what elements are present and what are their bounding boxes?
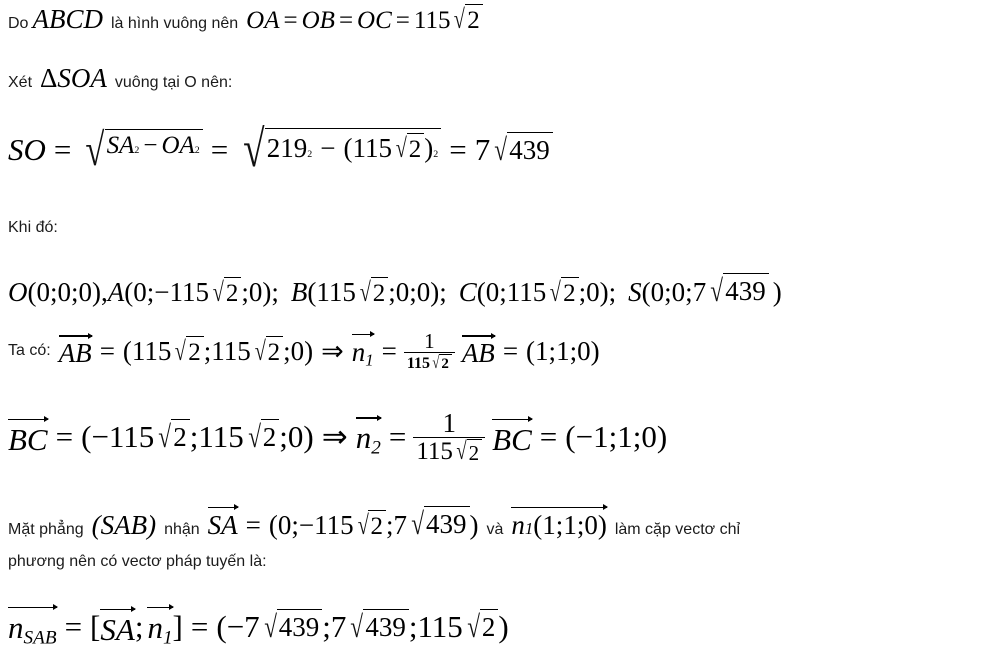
semi-19: ;: [279, 419, 288, 455]
ab-y-115: 115: [211, 335, 251, 366]
radical-icon: √: [395, 133, 407, 163]
semi-26: ;: [134, 609, 144, 645]
paren-close-n1c: ): [597, 510, 607, 540]
label-abcd: ABCD: [32, 4, 103, 34]
text-la-hinh-vuong-nen: là hình vuông nên: [110, 15, 239, 32]
semi-24: ;: [555, 510, 564, 540]
line-1: [8, 4, 483, 35]
radical-icon: √: [467, 609, 480, 645]
minus-n2: −: [575, 419, 594, 455]
paren-open-a: (: [124, 277, 134, 307]
den-115: 115: [406, 355, 430, 373]
op-minus-1: −: [143, 132, 158, 160]
label-soa: SOA: [57, 63, 107, 93]
sqrt-2-i: [154, 419, 190, 455]
line-6: [8, 330, 600, 373]
op-eq-8: =: [381, 335, 397, 366]
o-y: 0: [57, 277, 72, 307]
vector-n1-coords-label: n: [511, 510, 525, 540]
sqrt-2-h-body: 2: [439, 354, 452, 373]
frac-denominator: [404, 352, 455, 373]
vector-sa-label: SA: [207, 510, 238, 540]
line-5: [8, 273, 782, 309]
text-va: và: [486, 521, 504, 538]
op-eq-11: =: [388, 419, 407, 455]
sqrt-2-h: [430, 354, 452, 373]
paren-open-n1: (: [526, 335, 536, 366]
n2-y: 1: [617, 419, 633, 455]
semi-8: ;: [439, 277, 447, 307]
sqrt-2-c-body: 2: [224, 277, 242, 308]
bracket-close: ]: [172, 609, 183, 645]
point-b-label: B: [290, 277, 308, 307]
a-x: 0: [133, 277, 147, 307]
text-phuong-nen: phương nên có vectơ pháp tuyến là:: [8, 553, 267, 570]
semi-17: ;: [569, 335, 578, 366]
sup-2-d: 2: [433, 149, 439, 160]
vector-nsab-label: n: [8, 610, 24, 645]
vector-ab-label: AB: [58, 338, 92, 369]
sqrt-439-body: 439: [507, 132, 553, 168]
paren-close-c: ): [599, 277, 609, 307]
vector-n1-3-label: n: [147, 610, 163, 645]
semi-28: ;: [408, 609, 418, 645]
line-8: [8, 505, 740, 542]
text-khi-do: Khi đó:: [8, 219, 58, 236]
n1-x: 1: [535, 335, 549, 366]
vector-bc-label: BC: [8, 421, 48, 457]
paren-close-nsab: ): [498, 609, 509, 645]
n1-y: 1: [556, 335, 570, 366]
n2-x: 1: [593, 419, 609, 455]
sqrt-439-b: [706, 273, 769, 309]
sqrt-439-c-body: 439: [424, 506, 470, 542]
radical-icon: √: [456, 438, 467, 466]
sqrt-2-m-body: 2: [480, 609, 499, 645]
sqrt-439-e-body: 439: [363, 609, 409, 645]
paren-close-bc: ): [303, 419, 314, 455]
sqrt-2-c: [209, 277, 241, 308]
sqrt-2-l-body: 2: [368, 510, 386, 541]
op-eq-3: =: [395, 7, 410, 34]
radical-icon: √: [550, 277, 562, 307]
paren-open-bc: (: [81, 419, 92, 455]
semi-14: ;: [203, 335, 212, 366]
den-115-b: 115: [416, 438, 453, 466]
semi-4: ;: [241, 277, 249, 307]
semi-27: ;: [322, 609, 331, 645]
text-ta-co: Ta có:: [8, 342, 51, 360]
sqrt-2-m: [463, 609, 499, 645]
sa-z-7: 7: [393, 510, 407, 540]
op-eq-9: =: [502, 335, 519, 366]
text-nhan: nhận: [164, 521, 200, 538]
vector-n2-sub: 2: [371, 437, 381, 459]
ab-x-115: 115: [131, 335, 172, 366]
radical-icon: √: [710, 273, 724, 308]
sqrt-439-d: [260, 609, 323, 645]
eq-ob: OB: [301, 7, 335, 34]
radical-icon: √: [254, 335, 266, 366]
line-7: [8, 409, 667, 466]
b-y: 0: [395, 277, 410, 307]
sup-2-a: 2: [134, 145, 140, 157]
sqrt-2-g-body: 2: [266, 336, 284, 367]
paren-close-a: ): [262, 277, 272, 307]
op-implies-2: ⇒: [321, 419, 348, 455]
sqrt-2-f-body: 2: [186, 336, 204, 367]
op-eq-1: =: [283, 7, 298, 34]
sqrt-2-k: [453, 439, 482, 465]
minus-sa: −: [298, 510, 315, 540]
semi-21: ;: [632, 419, 642, 455]
sqrt-2-d: [356, 277, 388, 308]
vector-ab-2-label: AB: [461, 338, 495, 369]
sqrt-2-j: [244, 419, 280, 455]
point-o-label: O: [8, 277, 28, 307]
point-s-label: S: [628, 277, 642, 307]
sqrt-439: [490, 132, 553, 168]
semi-5: ;: [271, 277, 279, 307]
sa-x: 0: [277, 510, 292, 540]
text-do: Do: [8, 15, 29, 32]
sqrt-2-e-body: 2: [561, 277, 579, 308]
sqrt-sa2-oa2: [79, 124, 202, 176]
sqrt-2-b-body: 2: [407, 133, 425, 164]
semi-18: ;: [189, 419, 199, 455]
vector-bc-2-label: BC: [492, 421, 532, 457]
number-115-b: 115: [352, 133, 392, 163]
radical-icon: √: [263, 609, 277, 645]
sup-2-b: 2: [194, 145, 200, 157]
vector-nsab-sub: SAB: [23, 627, 57, 649]
radical-icon: √: [432, 353, 440, 373]
paren-open-1: (: [343, 133, 353, 163]
semi-12: ;: [664, 277, 672, 307]
sup-2-c: 2: [307, 149, 313, 160]
o-z: 0: [78, 277, 93, 307]
line-9: [8, 553, 267, 571]
vector-n1-coords: [511, 505, 606, 541]
sqrt-2-e: [546, 277, 578, 308]
delta-symbol: Δ: [40, 63, 58, 93]
number-219: 219: [266, 133, 308, 163]
radical-icon: √: [411, 506, 425, 541]
sqrt-219-115-body: [265, 128, 441, 172]
paren-close-sa: ): [469, 510, 479, 540]
radical-icon: √: [359, 277, 371, 307]
radical-icon: √: [243, 121, 265, 178]
n1c-z: 0: [584, 510, 598, 540]
semi-13: ;: [685, 277, 693, 307]
n1c-x: 1: [542, 510, 556, 540]
sqrt-2-body: 2: [465, 4, 483, 35]
paren-open-sa: (: [268, 510, 278, 540]
radical-icon: √: [350, 609, 364, 645]
bracket-open: [: [90, 609, 101, 645]
b-x-115: 115: [316, 277, 356, 307]
paren-open-o: (: [27, 277, 37, 307]
op-eq-10: =: [55, 419, 74, 455]
n1-z: 0: [577, 335, 591, 366]
text-mat-phang: Mặt phẳng: [8, 521, 84, 538]
o-x: 0: [36, 277, 50, 307]
vector-sa-2-label: SA: [100, 611, 135, 647]
comma-1: ,: [101, 277, 108, 307]
sqrt-439-e: [346, 609, 409, 645]
sqrt-2-g: [251, 336, 283, 367]
fraction-1-over-115sqrt2: [404, 330, 455, 373]
vector-ab: [59, 333, 92, 369]
frac-denominator-2: [413, 437, 485, 465]
minus-nsab: −: [226, 609, 245, 645]
eq-oa: OA: [246, 7, 280, 34]
paren-open-s: (: [641, 277, 651, 307]
paren-open-c: (: [476, 277, 486, 307]
eq-sa: SA: [106, 132, 135, 160]
vector-sa: [208, 505, 238, 541]
sqrt-2-d-body: 2: [371, 277, 389, 308]
sqrt-2-k-body: 2: [467, 439, 483, 465]
op-eq-7: =: [99, 335, 115, 366]
paren-open-b: (: [307, 277, 317, 307]
paren-close-n2: ): [656, 419, 668, 455]
text-xet: Xét: [8, 74, 33, 91]
op-eq-4: =: [53, 132, 72, 168]
sqrt-2-b: [392, 133, 424, 164]
paren-close-o: ): [92, 277, 102, 307]
vector-n1-3-sub: 1: [162, 627, 173, 649]
line-10: [8, 605, 509, 649]
radical-icon: √: [357, 510, 369, 540]
frac-numerator: 1: [424, 329, 435, 353]
paren-close-1: ): [424, 133, 434, 163]
bc-x-115: 115: [108, 419, 155, 455]
line-3: [8, 121, 553, 178]
vector-nsab: [8, 605, 57, 649]
sqrt-2-f: [171, 336, 203, 367]
vector-n1-3: [147, 605, 172, 649]
vector-n2: [356, 415, 381, 459]
vector-ab-2: [462, 333, 495, 369]
vector-n1-sub: 1: [365, 350, 374, 370]
fraction-1-over-115sqrt2-b: [413, 409, 485, 466]
s-z-7: 7: [692, 277, 707, 307]
radical-icon: √: [85, 124, 105, 176]
bc-z: 0: [287, 419, 304, 455]
a-y-115: 115: [169, 277, 210, 307]
vector-bc-2: [492, 417, 532, 458]
paren-close-n1: ): [590, 335, 600, 366]
radical-icon: √: [212, 277, 224, 307]
semi-25: ;: [576, 510, 585, 540]
op-minus-2: −: [320, 133, 336, 163]
vector-n1: [352, 332, 374, 371]
sqrt-2-i-body: 2: [171, 419, 190, 455]
sqrt-439-c: [407, 506, 470, 542]
vector-n2-label: n: [355, 420, 372, 456]
vector-n1-label: n: [351, 337, 366, 368]
sqrt-219-115: [236, 121, 441, 178]
radical-icon: √: [248, 419, 261, 455]
vector-bc: [8, 417, 48, 458]
bc-y-115: 115: [198, 419, 244, 455]
number-115: 115: [413, 7, 451, 34]
op-implies-1: ⇒: [321, 335, 344, 366]
semi-22: ;: [291, 510, 299, 540]
sqrt-2-l: [354, 510, 386, 541]
c-x: 0: [485, 277, 500, 307]
line-2: [8, 63, 232, 94]
n1c-y: 1: [563, 510, 577, 540]
sqrt-sa2-oa2-body: [105, 129, 203, 170]
sqrt-439-d-body: 439: [277, 609, 323, 645]
sqrt-439-b-body: 439: [723, 273, 769, 309]
op-eq-12: =: [539, 419, 558, 455]
op-eq-14: =: [64, 609, 83, 645]
label-sab-plane: (SAB): [91, 510, 157, 540]
nsab-y-7: 7: [330, 609, 347, 645]
s-y: 0: [671, 277, 686, 307]
paren-close-s: ): [772, 277, 782, 307]
ab-z: 0: [290, 335, 305, 366]
sqrt-2: [450, 4, 482, 35]
semi-2: ;: [71, 277, 79, 307]
minus-bc: −: [91, 419, 109, 455]
radical-icon: √: [454, 4, 466, 34]
sa-y-115: 115: [314, 510, 354, 540]
semi-3: ;: [146, 277, 155, 307]
text-vuong-tai-o: vuông tại O nên:: [114, 74, 233, 91]
eq-oa-2: OA: [161, 132, 195, 160]
vector-n1-coords-sub: 1: [524, 519, 534, 538]
c-z: 0: [586, 277, 600, 307]
semi-11: ;: [608, 277, 617, 307]
line-4: [8, 219, 58, 237]
nsab-x-7: 7: [244, 609, 260, 645]
semi-1: ;: [50, 277, 58, 307]
radical-icon: √: [158, 419, 172, 455]
paren-open-n1c: (: [533, 510, 543, 540]
paren-close-b: ): [430, 277, 440, 307]
n2-z: 0: [641, 419, 657, 455]
radical-icon: √: [494, 132, 508, 168]
point-a-label: A: [107, 277, 125, 307]
c-y-115: 115: [506, 277, 547, 307]
op-eq-2: =: [338, 7, 354, 34]
op-eq-5: =: [210, 132, 229, 168]
paren-open-ab: (: [122, 335, 132, 366]
semi-20: ;: [608, 419, 618, 455]
op-eq-13: =: [245, 510, 261, 540]
semi-16: ;: [548, 335, 557, 366]
semi-15: ;: [283, 335, 291, 366]
semi-7: ;: [409, 277, 417, 307]
vector-sa-2: [100, 607, 134, 648]
text-lam-cap-vecto: làm cặp vectơ chỉ: [614, 521, 741, 538]
number-7: 7: [474, 132, 491, 168]
sqrt-2-j-body: 2: [261, 419, 280, 455]
b-z: 0: [416, 277, 431, 307]
a-z: 0: [248, 277, 263, 307]
semi-6: ;: [388, 277, 396, 307]
semi-10: ;: [578, 277, 587, 307]
paren-open-nsab: (: [216, 609, 227, 645]
paren-open-n2: (: [565, 419, 576, 455]
op-eq-6: =: [449, 132, 467, 168]
nsab-z-115: 115: [417, 609, 463, 645]
op-eq-15: =: [190, 609, 209, 645]
paren-close-ab: ): [304, 335, 314, 366]
eq-oc: OC: [357, 7, 392, 34]
point-c-label: C: [458, 277, 477, 307]
s-x: 0: [650, 277, 665, 307]
minus-a: −: [154, 277, 170, 307]
radical-icon: √: [175, 335, 187, 366]
semi-9: ;: [499, 277, 507, 307]
eq-so: SO: [8, 132, 46, 168]
semi-23: ;: [385, 510, 394, 540]
frac-numerator-2: 1: [442, 408, 456, 438]
